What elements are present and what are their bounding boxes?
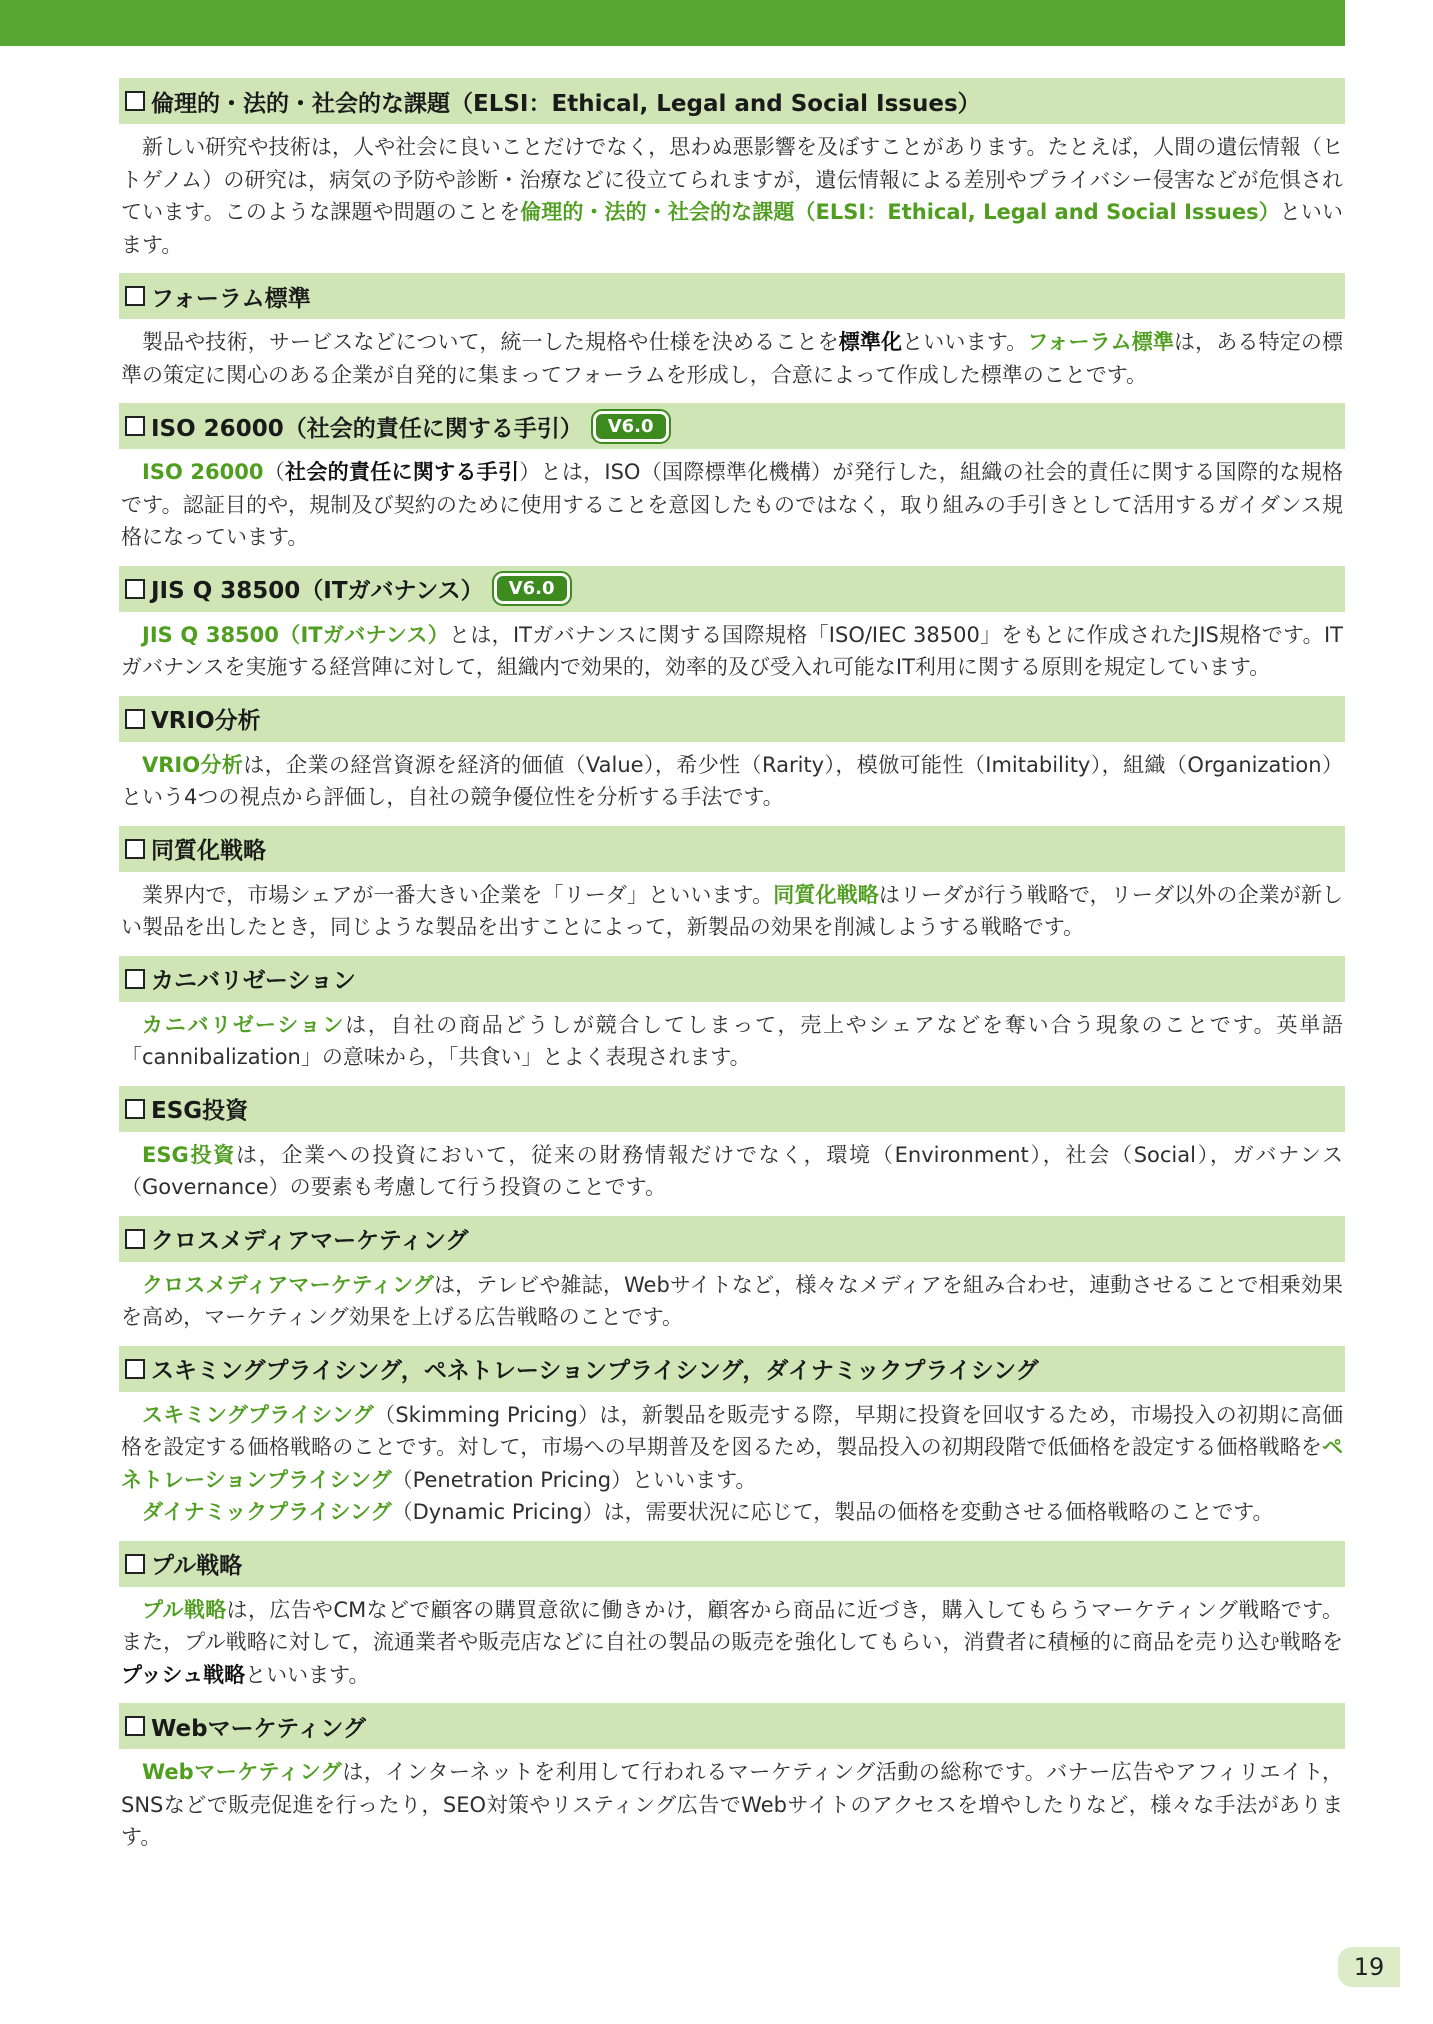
body-text: といいます。: [245, 1662, 370, 1687]
checkbox-icon[interactable]: [125, 709, 145, 729]
section-heading: [119, 1703, 1345, 1749]
section-heading: [119, 696, 1345, 742]
glossary-section: [119, 1216, 1345, 1334]
key-term: スキミングプライシング: [142, 1402, 375, 1427]
key-term: ダイナミックプライシング: [142, 1500, 392, 1524]
body-paragraph: [121, 131, 1343, 261]
section-body: [119, 612, 1345, 684]
checkbox-icon[interactable]: [125, 839, 145, 859]
checkbox-icon[interactable]: [125, 1099, 145, 1119]
section-heading: [119, 826, 1345, 872]
body-paragraph: [121, 619, 1343, 684]
checkbox-icon[interactable]: [125, 91, 145, 111]
body-paragraph: [121, 326, 1343, 391]
section-heading-text: クロスメディアマーケティング: [151, 1228, 469, 1254]
glossary-section: [119, 1541, 1345, 1692]
key-term: 倫理的・法的・社会的な課題（ELSI：Ethical, Legal and Social Issues）: [520, 200, 1280, 224]
key-term: JIS Q 38500（ITガバナンス）: [142, 622, 450, 647]
body-paragraph: [121, 1399, 1343, 1497]
top-color-band: [0, 0, 1345, 46]
section-heading-text: ISO 26000（社会的責任に関する手引）: [151, 415, 583, 442]
body-paragraph: [121, 749, 1343, 814]
body-text: は，ある特定の標準の策定に関心のある企業が自発的に集まってフォーラムを形成し，合意によって作成した標準のことです。: [121, 330, 1343, 387]
checkbox-icon[interactable]: [125, 416, 145, 436]
key-term: ESG投資: [142, 1142, 236, 1167]
section-heading: [119, 1086, 1345, 1132]
body-text: （Skimming Pricing）は，新製品を販売する際，早期に投資を回収するため，市場投入の初期に高価格を設定する価格戦略のことです。対して，市場への早期普及を図るため，製品投入の初期段階で低価格を設定する価格戦略を: [121, 1402, 1343, 1459]
section-heading: [119, 1346, 1345, 1392]
body-text: は，広告やCMなどで顧客の購買意欲に働きかけ，顧客から商品に近づき，購入してもらうマーケティング戦略です。また，プル戦略に対して，流通業者や販売店などに自社の製品の販売を強化してもらい，消費者に積極的に商品を売り込む戦略を: [121, 1597, 1343, 1654]
checkbox-icon[interactable]: [125, 1359, 145, 1379]
body-paragraph: [121, 1496, 1343, 1529]
key-term: Webマーケティング: [142, 1760, 343, 1784]
section-heading-text: JIS Q 38500（ITガバナンス）: [151, 578, 484, 604]
body-paragraph: [121, 879, 1343, 944]
body-text: 製品や技術，サービスなどについて，統一した規格や仕様を決めることを: [142, 330, 839, 354]
body-paragraph: [121, 456, 1343, 554]
version-badge: V6.0: [494, 573, 570, 604]
section-body: [119, 742, 1345, 814]
body-paragraph: [121, 1269, 1343, 1334]
section-heading-text: プル戦略: [151, 1553, 243, 1579]
section-heading-text: スキミングプライシング，ペネトレーションプライシング，ダイナミックプライシング: [151, 1358, 1039, 1384]
body-text: とは，ITガバナンスに関する国際規格「ISO/IEC 38500」をもとに作成されたJIS規格です。ITガバナンスを実施する経営陣に対して，組織内で効果的，効率的及び受入れ可能なIT利用に関する原則を規定しています。: [121, 622, 1343, 679]
section-heading-text: 倫理的・法的・社会的な課題（ELSI：Ethical, Legal and Social Issues）: [151, 90, 981, 117]
section-heading: [119, 956, 1345, 1002]
bold-term: プッシュ戦略: [121, 1662, 246, 1687]
section-heading-text: Webマーケティング: [151, 1715, 366, 1742]
glossary-section: [119, 403, 1345, 554]
glossary-section: [119, 826, 1345, 944]
section-heading: [119, 273, 1345, 319]
section-heading: [119, 78, 1345, 124]
body-text: といいます。: [121, 200, 1343, 257]
body-text: は，テレビや雑誌，Webサイトなど，様々なメディアを組み合わせ，連動させることで相乗効果を高め，マーケティング効果を上げる広告戦略のことです。: [121, 1272, 1343, 1329]
page-number: 19: [1338, 1947, 1400, 1987]
body-paragraph: [121, 1594, 1343, 1692]
key-term: ペネトレーションプライシング: [121, 1435, 1343, 1492]
section-heading: [119, 566, 1345, 612]
body-text: （: [263, 460, 286, 484]
body-text: はリーダが行う戦略で，リーダ以外の企業が新しい製品を出したとき，同じような製品を出すことによって，新製品の効果を削減しようする戦略です。: [121, 882, 1344, 939]
glossary-section: [119, 273, 1345, 391]
glossary-section: [119, 1703, 1345, 1854]
section-body: [119, 1132, 1345, 1204]
section-heading-text: VRIO分析: [151, 708, 261, 734]
section-heading-text: フォーラム標準: [151, 285, 311, 312]
version-badge: V6.0: [593, 411, 669, 442]
glossary-section: [119, 696, 1345, 814]
key-term: クロスメディアマーケティング: [142, 1272, 434, 1297]
body-paragraph: [121, 1756, 1343, 1854]
glossary-section: [119, 956, 1345, 1074]
body-text: は，自社の商品どうしが競合してしまって，売上やシェアなどを奪い合う現象のことです。英単語「cannibalization」の意味から，「共食い」とよく表現されます。: [121, 1012, 1343, 1069]
section-body: [119, 1587, 1345, 1692]
checkbox-icon[interactable]: [125, 286, 145, 306]
glossary-section: [119, 1086, 1345, 1204]
section-heading: [119, 403, 1345, 449]
section-heading: [119, 1216, 1345, 1262]
body-text: は，企業の経営資源を経済的価値（Value），希少性（Rarity），模倣可能性（Imitability），組織（Organization）という4つの視点から評価し，自社の競争優位性を分析する手法です。: [121, 752, 1343, 809]
key-term: ISO 26000: [142, 460, 264, 484]
bold-term: 社会的責任に関する手引: [285, 460, 520, 484]
checkbox-icon[interactable]: [125, 1554, 145, 1574]
body-paragraph: [121, 1009, 1343, 1074]
section-heading-text: 同質化戦略: [151, 838, 266, 864]
section-body: [119, 319, 1345, 391]
key-term: 同質化戦略: [773, 882, 879, 907]
section-heading-text: ESG投資: [151, 1098, 249, 1124]
key-term: フォーラム標準: [1027, 330, 1175, 354]
body-text: （Penetration Pricing）といいます。: [391, 1467, 757, 1492]
checkbox-icon[interactable]: [125, 1716, 145, 1736]
checkbox-icon[interactable]: [125, 1229, 145, 1249]
section-body: [119, 1749, 1345, 1854]
body-text: は，インターネットを利用して行われるマーケティング活動の総称です。バナー広告やアフィリエイト，SNSなどで販売促進を行ったり，SEO対策やリスティング広告でWebサイトのアクセスを増やしたりなど，様々な手法があります。: [121, 1760, 1344, 1849]
section-body: [119, 1002, 1345, 1074]
section-body: [119, 1392, 1345, 1529]
key-term: カニバリゼーション: [142, 1012, 346, 1037]
body-text: ）とは，ISO（国際標準化機構）が発行した，組織の社会的責任に関する国際的な規格です。認証目的や，規制及び契約のために使用することを意図したものではなく，取り組みの手引きとして活用するガイダンス規格になっています。: [121, 460, 1343, 549]
section-heading: [119, 1541, 1345, 1587]
section-body: [119, 124, 1345, 261]
section-body: [119, 1262, 1345, 1334]
glossary-section: [119, 1346, 1345, 1529]
checkbox-icon[interactable]: [125, 579, 145, 599]
glossary-section: [119, 78, 1345, 261]
section-heading-text: カニバリゼーション: [151, 968, 356, 994]
key-term: プル戦略: [142, 1597, 227, 1622]
body-paragraph: [121, 1139, 1343, 1204]
body-text: 新しい研究や技術は，人や社会に良いことだけでなく，思わぬ悪影響を及ぼすことがあります。たとえば，人間の遺伝情報（ヒトゲノム）の研究は，病気の予防や診断・治療などに役立てられますが，遺伝情報による差別やプライバシー侵害などが危惧されています。このような課題や問題のことを: [121, 135, 1343, 224]
bold-term: 標準化: [838, 330, 903, 354]
section-body: [119, 872, 1345, 944]
body-text: 業界内で，市場シェアが一番大きい企業を「リーダ」といいます。: [142, 882, 774, 907]
checkbox-icon[interactable]: [125, 969, 145, 989]
section-body: [119, 449, 1345, 554]
body-text: といいます。: [902, 330, 1028, 354]
body-text: は，企業への投資において，従来の財務情報だけでなく，環境（Environment），社会（Social），ガバナンス（Governance）の要素も考慮して行う投資のことです。: [121, 1142, 1343, 1199]
key-term: VRIO分析: [142, 752, 244, 777]
page-content: [119, 78, 1345, 1866]
glossary-section: [119, 566, 1345, 684]
body-text: （Dynamic Pricing）は，需要状況に応じて，製品の価格を変動させる価格戦略のことです。: [391, 1500, 1274, 1524]
